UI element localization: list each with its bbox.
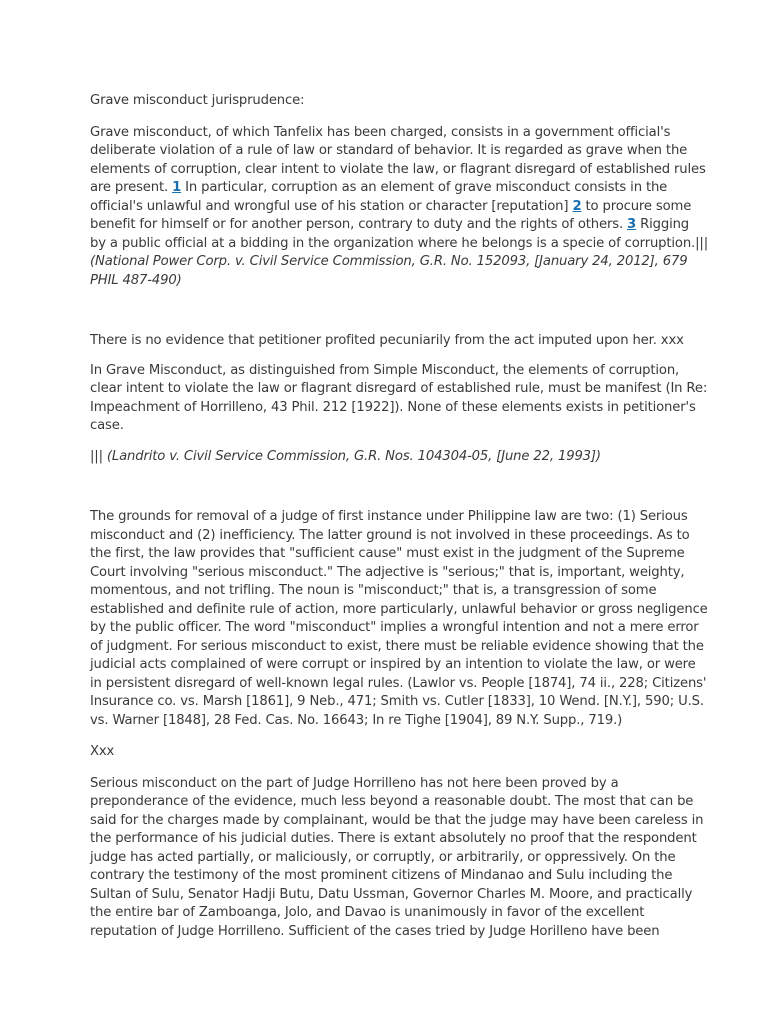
paragraph-horrilleno: Serious misconduct on the part of Judge Horrilleno has not here been proved by a preponderance of the evidence, much less beyond a reasonable doubt. The most that can be said for the charges made by complainant, would be that the judge may have been careless in the performance of his judicial duties. There is extant absolutely no proof that the respondent judge has acted partially, or maliciously, or corruptly, or arbitrarily, or oppressively. On the contrary the testimony of the most prominent citizens of Mindanao and Sulu including the Sultan of Sulu, Senator Hadji Butu, Datu Ussman, Governor Charles M. Moore, and practically the entire bar of Zamboanga, Jolo, and Davao is unanimously in favor of the excellent reputation of Judge Horrilleno. Sufficient of the cases tried by Judge Horilleno have been [90,775,704,939]
citation-landrito: (Landrito v. Civil Service Commission, G.R. Nos. 104304-05, [June 22, 1993]) [106,448,601,464]
citation-prefix: ||| [90,448,107,464]
paragraph-xxx: Xxx [90,744,115,759]
footnote-link-2[interactable]: 2 [572,198,582,214]
document-heading: Grave misconduct jurisprudence: [90,93,305,108]
paragraph-grave-misconduct-definition [90,124,708,291]
paragraph-landrito-citation [90,448,708,467]
paragraph-grave-vs-simple: In Grave Misconduct, as distinguished from Simple Misconduct, the elements of corruption, clear intent to violate the law or flagrant disregard of established rule, must be manifest (In Re: Impeachment of Horrilleno, 43 Phil. 212 [1922]). None of these elements exists in petitioner's case. [90,362,708,433]
footnote-link-3[interactable]: 3 [627,217,637,232]
citation-national-power: (National Power Corp. v. Civil Service Commission, G.R. No. 152093, [January 24, 2012], 679 PHIL 487-490) [90,254,688,288]
para1-text-2: In particular, corruption as an element of grave misconduct consists in the official's unlawful and wrongful use of his station or character [reputation] [90,180,668,214]
paragraph-no-evidence: There is no evidence that petitioner profited pecuniarily from the act imputed upon her. xxx [90,333,684,348]
para1-text-1: Grave misconduct, of which Tanfelix has been charged, consists in a government official's deliberate violation of a rule of law or standard of behavior. It is regarded as grave when the elements of corruption, clear intent to violate the law, or flagrant disregard of established rules are present. [90,124,706,195]
footnote-link-1[interactable]: 1 [172,180,182,195]
paragraph-grounds-for-removal: The grounds for removal of a judge of first instance under Philippine law are two: (1) Serious misconduct and (2) inefficiency. The latter ground is not involved in these proceedings. As to the first, the law provides that "sufficient cause" must exist in the judgment of the Supreme Court involving "serious misconduct." The adjective is "serious;" that is, important, weighty, momentous, and not trifling. The noun is "misconduct;" that is, a transgression of some established and definite rule of action, more particularly, unlawful behavior or gross negligence by the public officer. The word "misconduct" implies a wrongful intention and not a mere error of judgment. For serious misconduct to exist, there must be reliable evidence showing that the judicial acts complained of were corrupt or inspired by an intention to violate the law, or were in persistent disregard of well-known legal rules. (Lawlor vs. People [1874], 74 ii., 228; Citizens' Insurance co. vs. Marsh [1861], 9 Neb., 471; Smith vs. Cutler [1833], 10 Wend. [N.Y.], 590; U.S. vs. Warner [1848], 28 Fed. Cas. No. 16643; In re Tighe [1904], 89 N.Y. Supp., 719.) [90,509,708,728]
para1-text-4: Rigging by a public official at a bidding in the organization where he belongs is a specie of corruption.||| [90,217,708,251]
para1-text-3: to procure some benefit for himself or for another person, contrary to duty and the rights of others. [90,198,692,232]
